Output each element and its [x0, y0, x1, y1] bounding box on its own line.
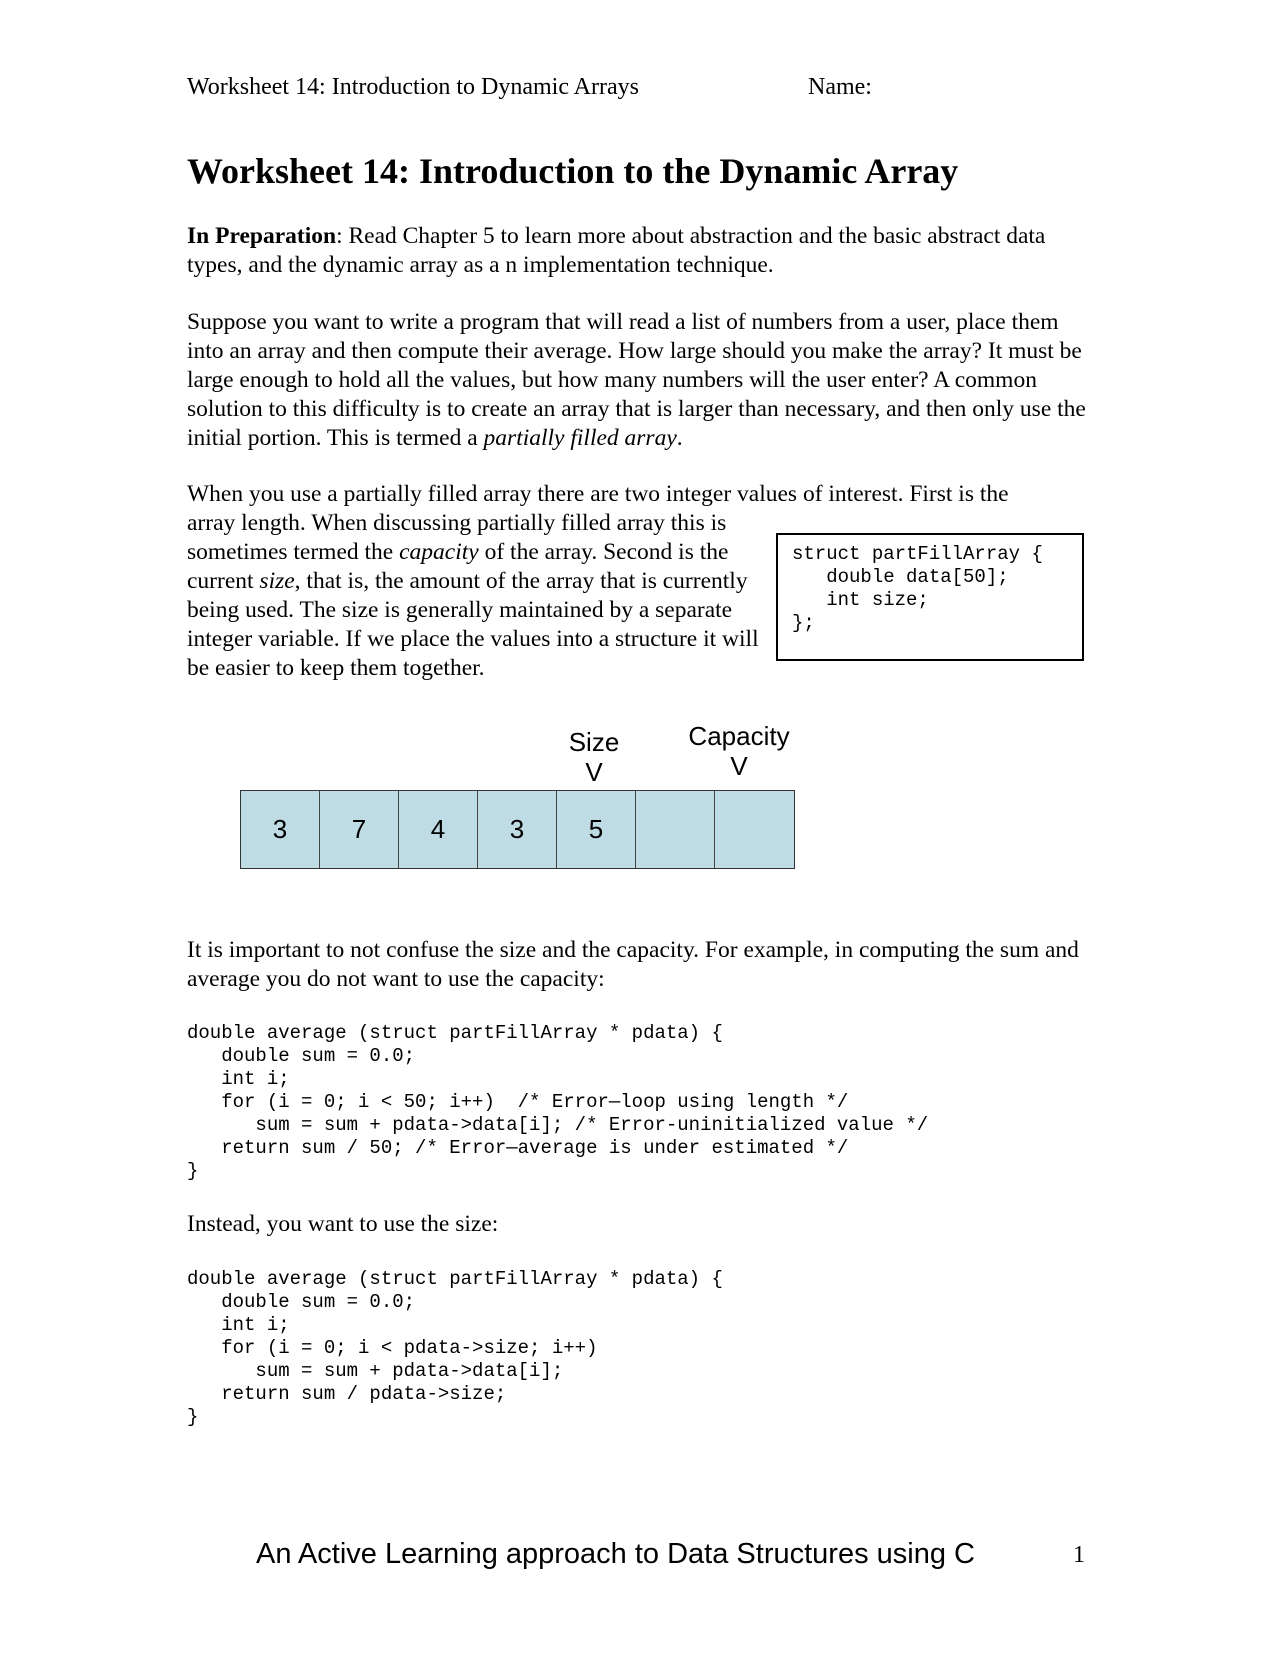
array-cell: 3 — [241, 791, 320, 868]
size-label: Size — [568, 727, 620, 757]
size-text-2: of the array. Second is the current — [187, 539, 729, 594]
preparation-paragraph — [187, 222, 1087, 280]
preparation-text: : Read Chapter 5 to learn more about abstraction and the basic abstract data types, and the dynamic array as a n implementation technique. — [187, 223, 1046, 278]
struct-code: struct partFillArray { double data[50]; int size; }; — [792, 543, 1043, 634]
intro-paragraph — [187, 308, 1087, 453]
struct-code-box — [776, 533, 1084, 661]
partial-array-diagram — [240, 790, 795, 869]
running-header-name-label: Name: — [808, 74, 872, 100]
footer-text: An Active Learning approach to Data Structures using C — [256, 1538, 975, 1570]
size-text-1: array length. When discussing partially filled array this is sometimes termed the — [187, 510, 727, 565]
array-cell: 4 — [399, 791, 478, 868]
intro-text: Suppose you want to write a program that will read a list of numbers from a user, place them into an array and then compute their average. How large should you make the array? It must be large enough to hold all the values, but how many numbers will the user enter? A common solution to this difficulty is to create an array that is larger than necessary, and then only use the initial portion. This is termed a — [187, 309, 1086, 451]
size-arrow: V — [585, 757, 603, 787]
array-cell — [715, 791, 794, 868]
correct-average-code: double average (struct partFillArray * pdata) { double sum = 0.0; int i; for (i = 0; i < pdata->size; i++) sum = sum + pdata->data[i]; return sum / pdata->size; } — [187, 1268, 723, 1428]
capacity-arrow: V — [730, 751, 748, 781]
size-paragraph — [187, 509, 762, 683]
wrong-average-code: double average (struct partFillArray * pdata) { double sum = 0.0; int i; for (i = 0; i < 50; i++) /* Error—loop using length */ sum = sum + pdata->data[i]; /* Error-uninitialized value */ return sum / 50; /* Error—average is under estimated */ } — [187, 1022, 929, 1182]
running-header-title: Worksheet 14: Introduction to Dynamic Arrays — [187, 74, 639, 100]
capacity-term: capacity — [399, 539, 479, 565]
size-paragraph-first-line: When you use a partially filled array there are two integer values of interest. First is the — [187, 481, 1009, 507]
preparation-label: In Preparation — [187, 223, 337, 249]
size-text-3: , that is, the amount of the array that is currently being used. The size is generally maintained by a separate integer variable. If we place the values into a structure it will be easier to keep them together. — [187, 568, 759, 681]
page-number: 1 — [1073, 1542, 1085, 1568]
confusion-paragraph: It is important to not confuse the size and the capacity. For example, in computing the sum and average you do not want to use the capacity: — [187, 937, 1079, 992]
size-term: size — [259, 568, 295, 594]
capacity-marker — [679, 721, 799, 781]
capacity-label: Capacity — [688, 721, 790, 751]
intro-emphasis: partially filled array — [483, 425, 677, 451]
array-cell: 3 — [478, 791, 557, 868]
size-marker — [556, 727, 632, 787]
instead-paragraph: Instead, you want to use the size: — [187, 1211, 499, 1237]
array-cell: 7 — [320, 791, 399, 868]
array-cell — [636, 791, 715, 868]
array-cell: 5 — [557, 791, 636, 868]
intro-end: . — [676, 425, 683, 451]
page-title: Worksheet 14: Introduction to the Dynamic Array — [187, 151, 959, 191]
